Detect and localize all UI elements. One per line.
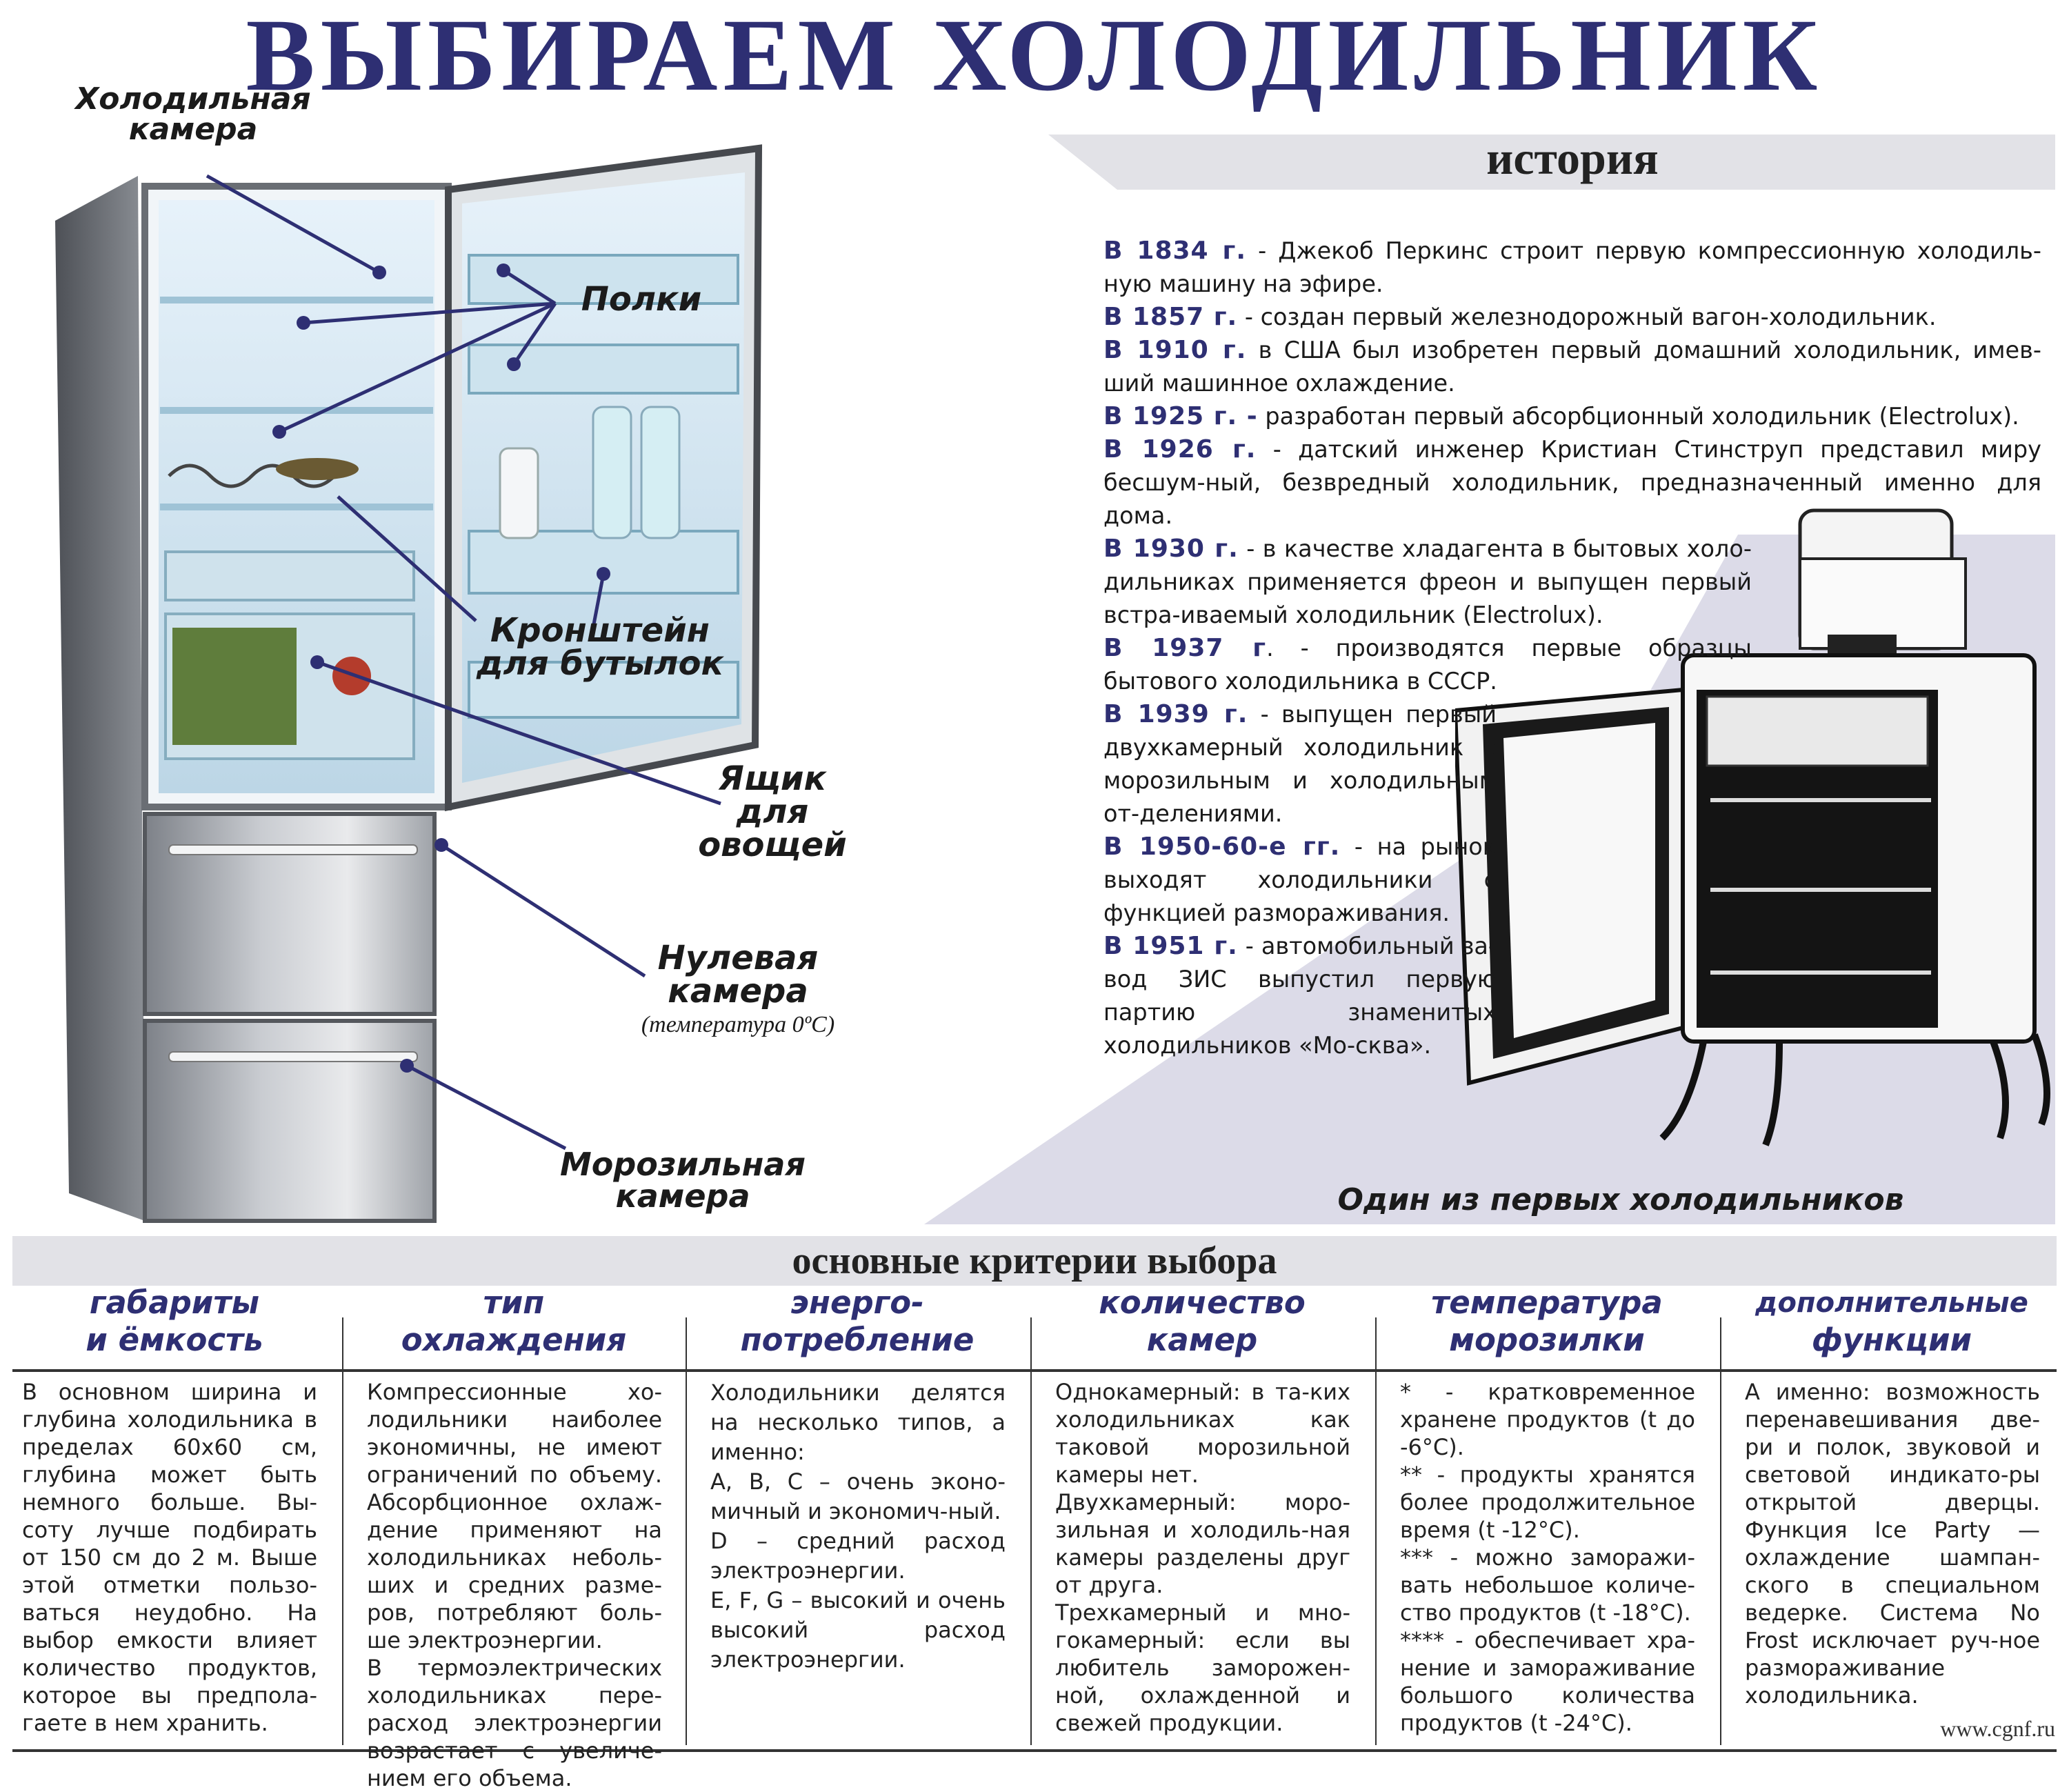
criteria-paragraph: E, F, G – высокий и очень высокий расход электроэнергии. [710,1587,1006,1673]
history-year: В 1857 г. [1103,303,1238,331]
criteria-head-dimensions [12,1284,337,1366]
history-text: - автомобильный за-вод ЗИС выпустил первую партию знаменитых холодильников «Мо-сква». [1103,933,1497,1059]
label-zero-chamber [607,939,869,1037]
history-entry [1103,698,1497,830]
history-year: В 1926 г. [1103,435,1257,464]
history-year: В 1939 г. [1103,700,1248,728]
label-fridge-chamber-line1: Холодильная [75,81,311,117]
history-year: В 1950-60-е гг. [1103,833,1341,861]
criteria-head-line1: габариты [89,1284,260,1321]
history-text: в США был изобретен первый домашний холодильник, имев-ший машинное охлаждение. [1103,337,2042,397]
criteria-paragraph: В основном ширина и глубина холодильника в пределах 60х60 см, глубина может быть немного больше. Вы-соту лучше подбирать от 150 см до 2 м. Выше этой отметки пользо-ваться неудобно. На выбор емкости влияет количество продуктов, которое вы предпола-гаете в нем хранить. [22,1379,317,1736]
criteria-body-chambers [1055,1378,1350,1737]
criteria-paragraph: А именно: возможность перенавешивания две-ри и полок, звуковой и световой индикато-ры открытой дверцы. Функция Ice Party — охлаждение шампан-ского в специальном ведерке. Система No Frost исключает руч-ное размораживание холодильника. [1745,1379,2040,1709]
criteria-head-line2: охлаждения [401,1322,627,1358]
label-zero-line2: камера [668,972,808,1011]
history-entry [1103,632,1752,698]
criteria-body-energy [710,1378,1006,1737]
label-bottle-rack [455,611,745,683]
criteria-paragraph: A, B, C – очень эконо-мичный и экономич-ный. [710,1469,1006,1524]
criteria-head-line1: количество [1099,1284,1306,1321]
criteria-head-line1: энерго- [790,1284,924,1321]
history-text: - на рынок выходят холодильники с функцией размораживания. [1103,833,1497,926]
history-entry [1103,334,2041,400]
history-text: - в качестве хладагента в бытовых холо-дильниках применяется фреон и выпущен первый встра-иваемый холодильник (Electrolux). [1103,535,1752,628]
footer-site: www.cgnf.ru [1940,1716,2055,1741]
column-separator [1030,1317,1032,1745]
history-year: В 1834 г. [1103,237,1247,265]
criteria-head-freezer-temp [1385,1284,1709,1366]
history-year: В 1930 г. [1103,535,1239,563]
criteria-paragraph: Однокамерный: в та-ких холодильниках как таковой морозильной камеры нет. [1055,1379,1350,1488]
criteria-body-cooling [367,1378,662,1791]
history-timeline [1103,235,2041,1062]
column-separator [342,1317,343,1745]
criteria-head-line2: и ёмкость [86,1322,263,1358]
criteria-bottom-rule [12,1749,2057,1752]
criteria-head-cooling [352,1284,676,1366]
criteria-divider [12,1369,2057,1372]
history-entry [1103,400,2041,433]
history-year: В 1910 г. [1103,336,1247,364]
criteria-paragraph: D – средний расход электроэнергии. [710,1528,1006,1584]
history-entry [1103,235,2041,301]
pointer-lines [0,0,897,1242]
history-entry [1103,532,1752,632]
label-vegetable-box [683,759,862,864]
criteria-paragraph: * - кратковременное хранене продуктов (t до -6°С). [1400,1379,1695,1460]
history-entry [1103,301,2041,334]
history-text: . - производятся первые образцы бытового холодильника в СССР. [1103,635,1752,695]
criteria-head-line2: потребление [740,1322,974,1358]
criteria-body-dimensions [22,1378,317,1737]
history-text: разработан первый абсорбционный холодильник (Electrolux). [1257,403,2019,430]
criteria-paragraph: В термоэлектрических холодильниках пере-расход электроэнергии возрастает с увеличе-нием его объема. [367,1655,662,1791]
criteria-head-line1: тип [483,1284,545,1321]
history-text: - выпущен первый двухкамерный холодильник с морозильным и холодильным от-делениями. [1103,701,1497,827]
history-year: В 1951 г. [1103,932,1238,960]
label-bottle-rack-line1: Кронштейн [490,611,710,650]
criteria-head-chambers [1040,1284,1364,1366]
label-fridge-chamber-line2: камера [128,112,258,147]
criteria-paragraph: Компрессионные хо-лодильники наиболее экономичны, не имеют ограничений по объему. Абсорбционное охлаж-дение применяют на холодильниках неболь-ших и средних разме-ров, потребляют боль-ше электроэнергии. [367,1379,662,1653]
criteria-paragraph: Двухкамерный: моро-зильная и холодиль-ная камеры разделены друг от друга. [1055,1489,1350,1598]
history-year: В 1925 г. - [1103,402,1258,430]
criteria-paragraph: *** - можно заморажи-вать небольшое количе-ство продуктов (t -18°С). [1400,1544,1695,1626]
criteria-paragraph: Холодильники делятся на несколько типов, а именно: [710,1380,1006,1465]
label-veg-line3: овощей [698,826,847,864]
label-freezer-line1: Морозильная [559,1146,806,1183]
criteria-paragraph: **** - обеспечивает хра-нение и замораживание большого количества продуктов (t -24°С). [1400,1627,1695,1736]
label-shelves: Полки [581,280,702,319]
column-separator [1375,1317,1377,1745]
label-veg-line1: Ящик [718,759,827,798]
criteria-head-extra [1730,1284,2054,1366]
column-separator [1720,1317,1721,1745]
criteria-title: основные критерии выбора [792,1240,1277,1282]
label-veg-line2: для [736,793,809,831]
history-heading: история [1486,132,1659,184]
criteria-body-extra [1745,1378,2040,1737]
criteria-head-line1: дополнительные [1755,1287,2028,1319]
page-title: ВЫБИРАЕМ ХОЛОДИЛЬНИК [246,0,1823,112]
label-zero-temp: (температура 0ºС) [641,1012,835,1037]
criteria-paragraph: Трехкамерный и мно-гокамерный: если вы любитель заморожен-ной, охлажденной и свежей продукции. [1055,1600,1350,1736]
criteria-head-energy [695,1284,1019,1366]
criteria-head-line2: функции [1811,1322,1972,1358]
history-entry [1103,930,1497,1062]
criteria-head-line2: камер [1146,1322,1258,1358]
history-text: - датский инженер Кристиан Стинструп представил миру бесшум-ный, безвредный холодильник, предназначенный именно для дома. [1103,436,2041,529]
label-bottle-rack-line2: для бутылок [476,644,724,683]
history-entry [1103,830,1497,930]
column-separator [686,1317,687,1745]
label-fridge-chamber [55,81,331,147]
label-freezer-line2: камера [615,1177,750,1215]
label-zero-line1: Нулевая [657,939,819,977]
history-entry [1103,433,2041,532]
criteria-head-line1: температура [1431,1284,1663,1321]
history-caption: Один из первых холодильников [1337,1182,1904,1217]
label-freezer [538,1146,828,1215]
history-year: В 1937 г [1103,634,1267,662]
criteria-paragraph: ** - продукты хранятся более продолжительное время (t -12°С). [1400,1462,1695,1543]
history-text: - создан первый железнодорожный вагон-холодильник. [1237,303,1937,330]
criteria-head-line2: морозилки [1449,1322,1645,1358]
criteria-body-freezer-temp [1400,1378,1695,1737]
history-text: - Джекоб Перкинс строит первую компрессионную холодиль-ную машину на эфире. [1103,237,2041,297]
